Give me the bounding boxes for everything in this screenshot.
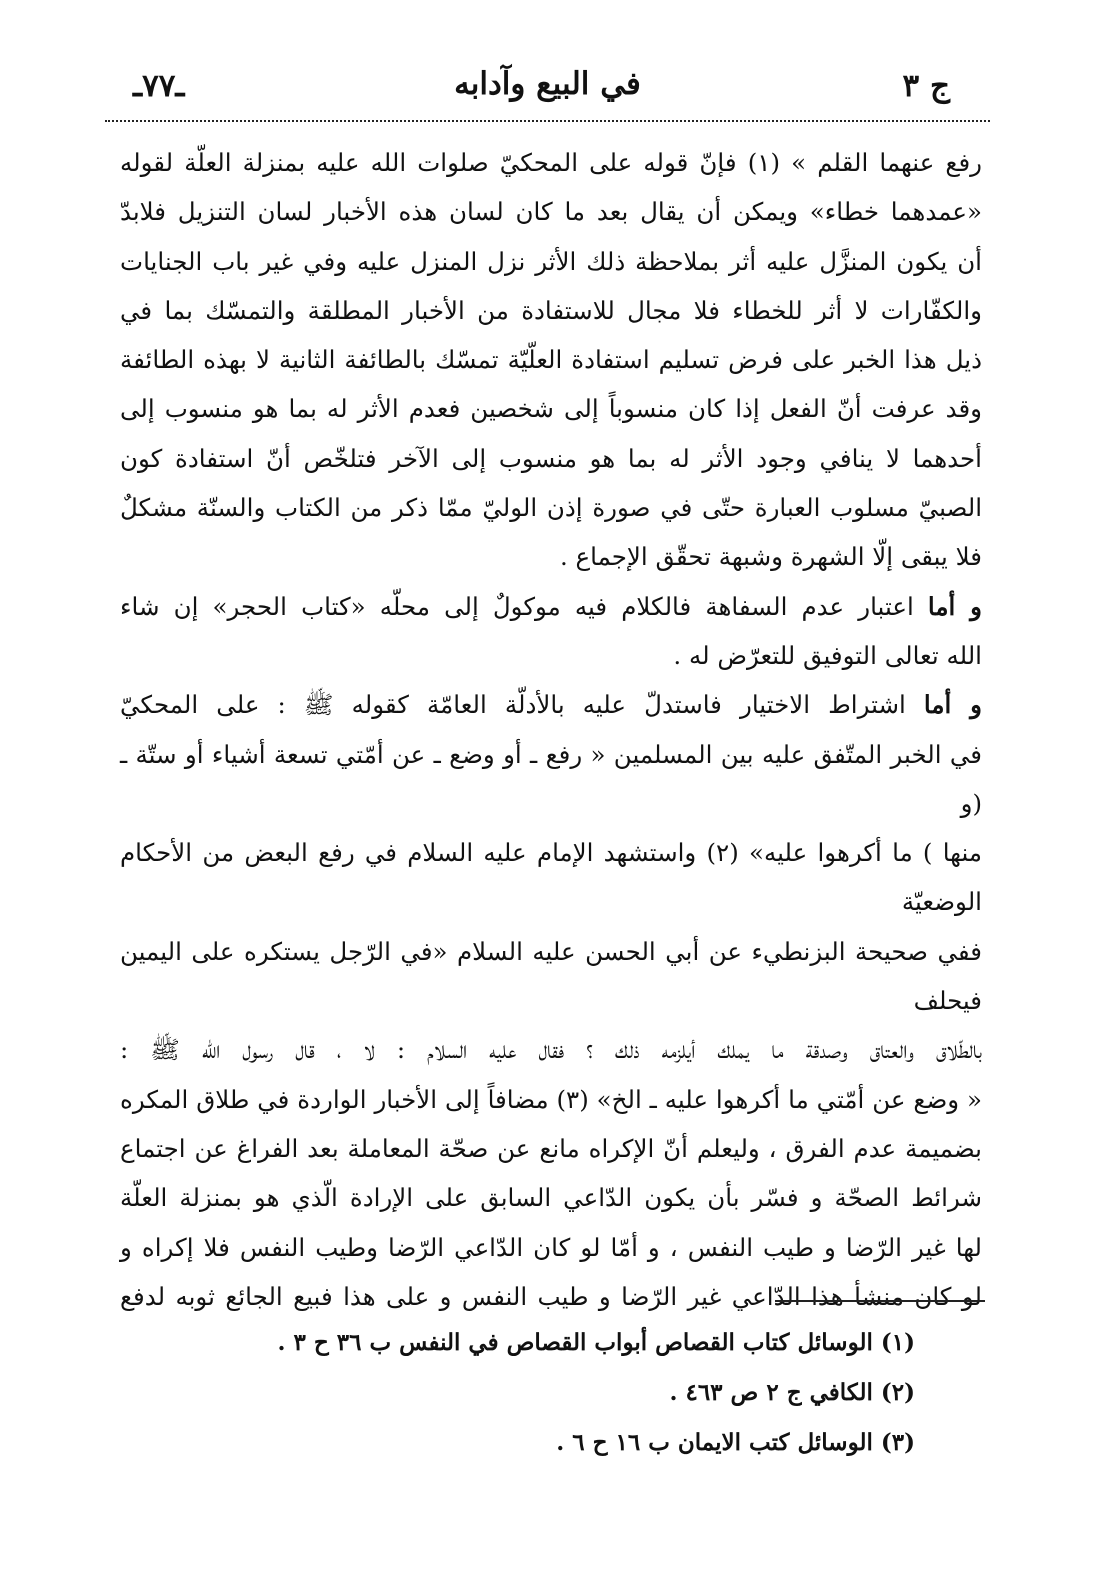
text-line xyxy=(120,680,982,729)
text-line: رفع عنهما القلم » (١) فإنّ قوله على المحكيّ صلوات الله عليه بمنزلة العلّة لقوله xyxy=(120,148,983,177)
text-line: والكفّارات لا أثر للخطاء فلا مجال للاستفادة من الأخبار المطلقة والتمسّك بما في xyxy=(120,295,982,325)
paragraph-keyword: و أما xyxy=(923,690,982,720)
running-title: في البيع وآدابه xyxy=(454,66,641,102)
text-line xyxy=(120,582,982,631)
text-line: فلا يبقى إلّا الشهرة وشبهة تحقّق الإجماع . xyxy=(559,542,982,572)
text-line: الله تعالى التوفيق للتعرّض له . xyxy=(673,640,982,670)
volume-label: ج ٣ xyxy=(902,68,950,104)
text-line: لو كان منشأ هذا الدّاعي غير الرّضا و طيب النفس و على هذا فبيع الجائع ثوبه لدفع xyxy=(120,1281,982,1311)
footnote: (٣) الوسائل كتب الايمان ب ١٦ ح ٦ . xyxy=(556,1429,915,1456)
main-text xyxy=(120,138,982,1321)
text-line: الصبيّ مسلوب العبارة حتّى في صورة إذن الوليّ ممّا ذكر من الكتاب والسنّة مشكلٌ xyxy=(120,493,982,523)
text-line: بالطّلاق والعتاق وصدقة ما يملك أيلزمه ذلك ؟ فقال عليه السلام : لا ، قال رسول الله ﷺ : xyxy=(120,1035,982,1065)
text-line: في الخبر المتّفق عليه بين المسلمين « رفع ـ أو وضع ـ عن أمّتي تسعة أشياء أو ستّة ـ (و xyxy=(120,739,982,818)
footnote: (١) الوسائل كتاب القصاص أبواب القصاص في النفس ب ٣٦ ح ٣ . xyxy=(277,1329,915,1356)
text-line: أحدهما لا ينافي وجود الأثر له بما هو منسوب إلى الآخر فتلخّص أنّ استفادة كون xyxy=(120,443,982,473)
text-line: أن يكون المنزَّل عليه أثر بملاحظة ذلك الأثر نزل المنزل عليه وفي غير باب الجنايات xyxy=(120,246,982,276)
text-line: شرائط الصحّة و فسّر بأن يكون الدّاعي السابق على الإرادة الّذي هو بمنزلة العلّة xyxy=(120,1183,982,1213)
header-divider xyxy=(105,120,990,122)
footnotes xyxy=(120,1318,915,1468)
footnote: (٢) الكافي ج ٢ ص ٤٦٣ . xyxy=(669,1379,915,1406)
text-line: «عمدهما خطاء» ويمكن أن يقال بعد ما كان لسان هذه الأخبار لسان التنزيل فلابدّ xyxy=(120,197,982,227)
text-line-content: اعتبار عدم السفاهة فالكلام فيه موكولٌ إلى محلّه «كتاب الحجر» إن شاء xyxy=(120,591,914,621)
text-line: بضميمة عدم الفرق ، وليعلم أنّ الإكراه مانع عن صحّة المعاملة بعد الفراغ عن اجتماع xyxy=(120,1133,982,1163)
text-line: « وضع عن أمّتي ما أكرهوا عليه ـ الخ» (٣) مضافاً إلى الأخبار الواردة في طلاق المكره xyxy=(120,1084,982,1114)
text-line: ففي صحيحة البزنطيء عن أبي الحسن عليه السلام «في الرّجل يستكره على اليمين فيحلف xyxy=(120,936,982,1016)
text-line-content: اشتراط الاختيار فاستدلّ عليه بالأدلّة العامّة كقوله ﷺ : على المحكيّ xyxy=(120,690,906,720)
text-line: منها ) ما أكرهوا عليه» (٢) واستشهد الإمام عليه السلام في رفع البعض من الأحكام الوضعيّة xyxy=(120,838,982,917)
running-header xyxy=(105,62,990,112)
text-line: ذيل هذا الخبر على فرض تسليم استفادة العلّيّة تمسّك بالطائفة الثانية لا بهذه الطائفة xyxy=(120,345,982,375)
footnote-divider xyxy=(775,1300,985,1302)
page-number: ـ٧٧ـ xyxy=(133,68,185,104)
paragraph-keyword: و أما xyxy=(927,591,982,621)
text-line: لها غير الرّضا و طيب النفس ، و أمّا لو كان الدّاعي الرّضا وطيب النفس فلا إكراه و xyxy=(120,1232,982,1262)
text-line: وقد عرفت أنّ الفعل إذا كان منسوباً إلى شخصين فعدم الأثر له بما هو منسوب إلى xyxy=(120,394,982,424)
